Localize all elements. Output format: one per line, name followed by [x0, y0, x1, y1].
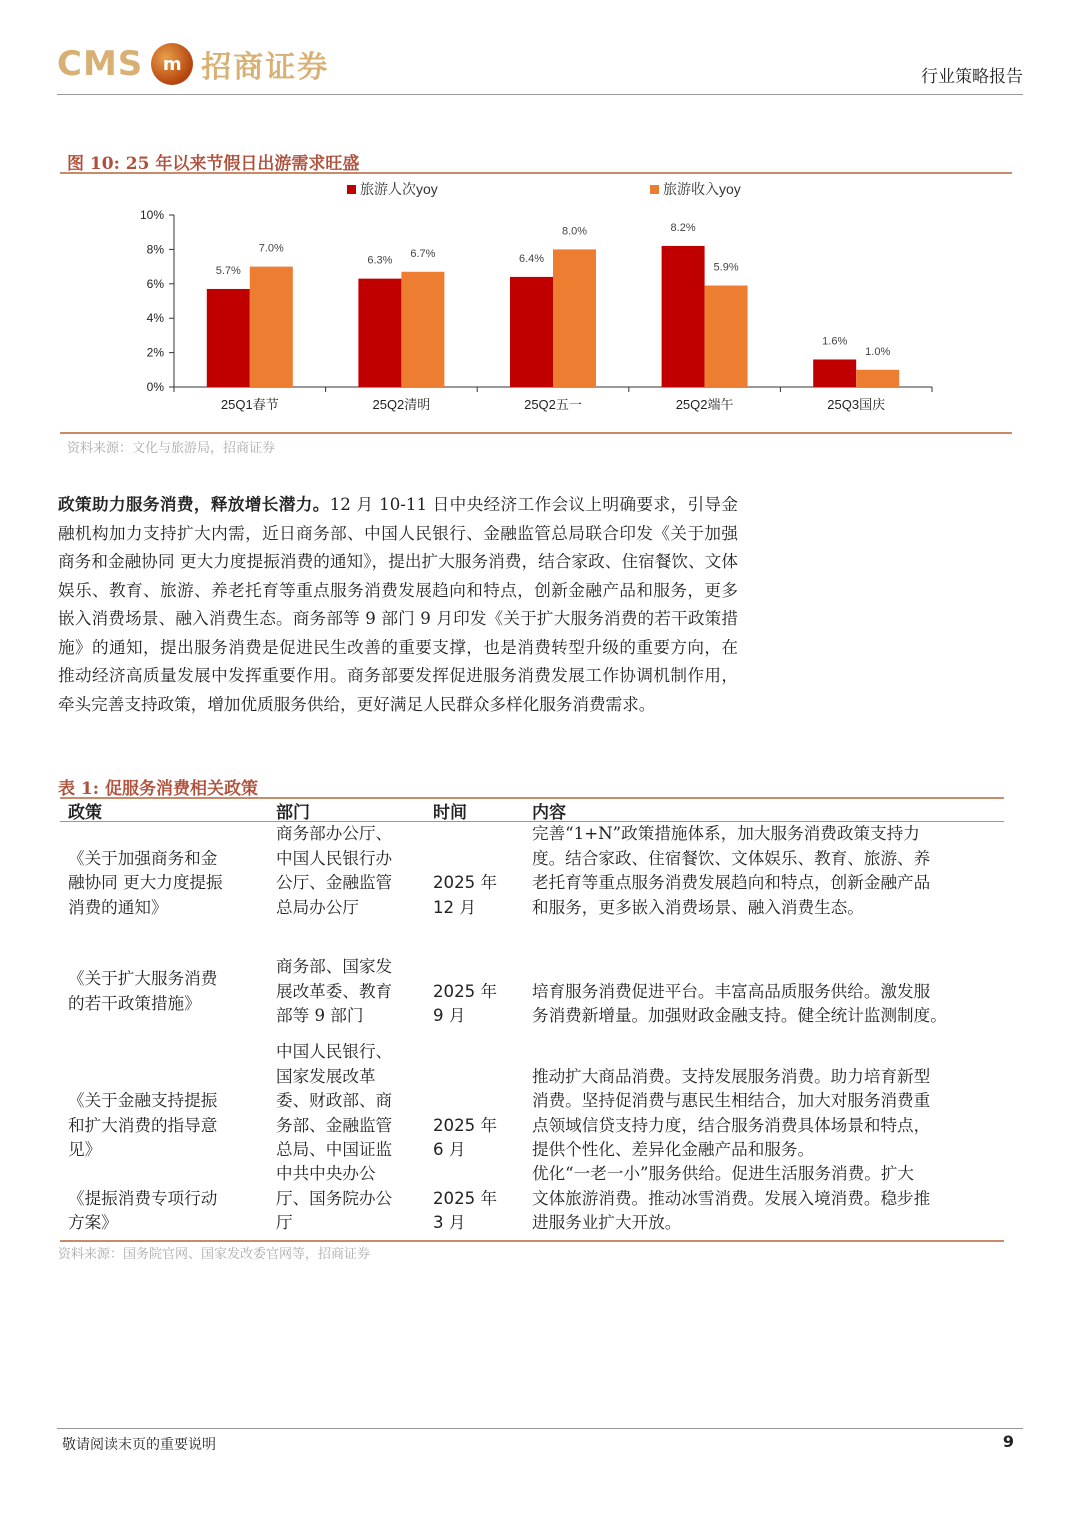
paragraph-lead: 政策助力服务消费，释放增长潜力。 — [58, 494, 330, 514]
table-cell-dept: 厅 — [276, 1213, 293, 1232]
table-cell-time: 2025 年 — [433, 873, 498, 892]
table-cell-dept: 委、财政部、商 — [276, 1091, 393, 1110]
y-tick-label: 4% — [146, 311, 164, 326]
table-cell-time: 6 月 — [433, 1140, 466, 1159]
table-cell-content: 和服务，更多嵌入消费场景、融入消费生态。 — [532, 897, 864, 917]
table-cell-content: 消费。坚持促消费与惠民生相结合，加大对服务消费重 — [532, 1091, 931, 1110]
chart-legend — [347, 181, 741, 197]
figure-source: 资料来源：文化与旅游局，招商证券 — [67, 441, 276, 456]
page-number: 9 — [1002, 1432, 1014, 1451]
footer-divider — [57, 1428, 1023, 1429]
table-cell-policy: 《提振消费专项行动 — [68, 1188, 218, 1208]
data-label: 8.0% — [561, 225, 588, 238]
table-cell-content: 老托育等重点服务消费发展趋向和特点，创新金融产品 — [532, 873, 931, 892]
table-cell-content: 务消费新增量。加强财政金融支持。健全统计监测制度。 — [532, 1006, 947, 1025]
y-tick-label: 10% — [139, 208, 164, 222]
table-header-dept: 部门 — [276, 803, 310, 823]
y-tick-label: 8% — [146, 242, 164, 257]
table-cell-content: 点领域信贷支持力度，结合服务消费具体场景和特点， — [532, 1115, 931, 1135]
table-cell-policy: 方案》 — [68, 1213, 118, 1232]
bar-visitors — [662, 246, 705, 387]
table-cell-dept: 展改革委、教育 — [276, 981, 393, 1001]
table-cell-dept: 总局、中国证监 — [276, 1140, 393, 1159]
paragraph-body: 12 月 10-11 日中央经济工作会议上明确要求，引导金融机构加力支持扩大内需，近日商务部、中国人民银行、金融监管总局联合印发《关于加强商务和金融协同 更大力度提振消费的通知》，提出扩大服务消费，结合家政、住宿餐饮、文体娱乐、教育、旅游、养老托育等重点服务消费发展趋向和特点，创新金融产品和服务，更多嵌入消费场景、融入消费生态。商务部等 9 部门 9 月印发《关于扩大服务消费的若干政策措施》的通知，提出服务消费是促进民生改善的重要支撑，也是消费转型升级的重要方向，在推动经济高质量发展中发挥重要作用。商务部要发挥促进服务消费发展工作协调机制作用，牵头完善支持政策，增加优质服务供给，更好满足人民群众多样化服务消费需求。 — [58, 495, 738, 714]
x-axis — [174, 387, 932, 412]
table-cell-dept: 部等 9 部门 — [276, 1006, 364, 1025]
table-bottom-rule — [60, 1240, 1004, 1242]
bar-revenue — [250, 267, 293, 387]
table-cell-dept: 中共中央办公 — [276, 1164, 376, 1183]
table-cell-content: 提供个性化、差异化金融产品和服务。 — [532, 1140, 815, 1159]
data-label: 6.3% — [367, 254, 393, 267]
table-cell-policy: 的若干政策措施》 — [68, 993, 201, 1013]
x-tick-label: 25Q2清明 — [372, 397, 431, 412]
data-label: 5.7% — [215, 264, 241, 277]
table-cell-dept: 务部、金融监管 — [276, 1115, 393, 1135]
table-cell-time: 12 月 — [433, 897, 476, 917]
table-cell-time: 2025 年 — [433, 981, 498, 1001]
data-label: 8.2% — [670, 221, 696, 234]
report-type: 行业策略报告 — [921, 67, 1023, 87]
bar-visitors — [813, 359, 856, 387]
table-header-time: 时间 — [433, 803, 467, 823]
bar-visitors — [510, 277, 553, 387]
data-label: 5.9% — [713, 261, 739, 274]
x-tick-label: 25Q1春节 — [220, 397, 279, 412]
data-label: 1.0% — [865, 345, 891, 358]
table-cell-policy: 见》 — [68, 1140, 102, 1159]
data-label: 6.4% — [518, 252, 545, 265]
table-cell-content: 完善“1+N”政策措施体系，加大服务消费政策支持力 — [532, 824, 920, 843]
table-cell-policy: 《关于扩大服务消费 — [68, 969, 218, 989]
table-header-policy: 政策 — [68, 803, 102, 823]
table-source: 资料来源：国务院官网、国家发改委官网等，招商证券 — [58, 1247, 371, 1262]
table-cell-content: 推动扩大商品消费。支持发展服务消费。助力培育新型 — [532, 1066, 931, 1086]
x-tick-label: 25Q2端午 — [675, 397, 734, 412]
data-label: 6.7% — [410, 247, 436, 260]
table-header-content: 内容 — [532, 803, 566, 823]
figure-bottom-rule — [60, 432, 1012, 434]
y-tick-label: 0% — [146, 380, 164, 394]
table-cell-time: 2025 年 — [433, 1188, 498, 1208]
logo-cms-text: CMS — [57, 44, 144, 84]
company-logo — [57, 40, 329, 88]
table-cell-dept: 商务部办公厅、 — [276, 824, 393, 843]
figure-caption: 图 10: 25 年以来节假日出游需求旺盛 — [67, 154, 360, 174]
x-tick-label: 25Q2五一 — [524, 397, 582, 412]
table-cell-content: 文体旅游消费。推动冰雪消费。发展入境消费。稳步推 — [532, 1188, 931, 1208]
bar-chart — [60, 172, 1012, 430]
policy-table — [60, 798, 1004, 1238]
chart-bars — [207, 222, 899, 387]
legend-swatch-2 — [650, 185, 659, 194]
table-cell-policy: 消费的通知》 — [68, 897, 168, 917]
table-cell-content: 优化“一老一小”服务供给。促进生活服务消费。扩大 — [532, 1164, 915, 1183]
table-cell-policy: 《关于加强商务和金 — [68, 848, 218, 868]
table-cell-dept: 中国人民银行办 — [276, 848, 393, 868]
table-cell-time: 9 月 — [433, 1006, 466, 1025]
data-label: 1.6% — [822, 335, 848, 348]
bar-revenue — [401, 272, 444, 387]
table-cell-content: 培育服务消费促进平台。丰富高品质服务供给。激发服 — [532, 981, 931, 1001]
header-divider — [57, 94, 1023, 95]
table-cell-dept: 总局办公厅 — [276, 897, 359, 917]
footer-note: 敬请阅读末页的重要说明 — [62, 1437, 216, 1453]
table-cell-policy: 融协同 更大力度提振 — [68, 873, 223, 892]
data-label: 7.0% — [258, 242, 284, 255]
logo-badge-icon: m — [151, 43, 193, 85]
bar-revenue — [705, 286, 748, 387]
table-cell-dept: 厅、国务院办公 — [276, 1188, 393, 1208]
y-tick-label: 2% — [146, 345, 164, 360]
bar-visitors — [358, 279, 401, 387]
logo-company-name: 招商证券 — [201, 50, 330, 85]
table-cell-policy: 《关于金融支持提振 — [68, 1091, 218, 1110]
table-cell-dept: 商务部、国家发 — [276, 957, 393, 976]
table-cell-policy: 和扩大消费的指导意 — [68, 1115, 218, 1135]
x-tick-label: 25Q3国庆 — [827, 397, 886, 412]
y-tick-label: 6% — [146, 276, 164, 291]
body-paragraph — [58, 490, 738, 719]
legend-label-2: 旅游收入yoy — [663, 181, 741, 197]
table-cell-content: 度。结合家政、住宿餐饮、文体娱乐、教育、旅游、养 — [532, 848, 931, 868]
table-cell-time: 2025 年 — [433, 1115, 498, 1135]
table-caption: 表 1: 促服务消费相关政策 — [58, 779, 258, 799]
table-cell-content: 进服务业扩大开放。 — [532, 1213, 682, 1232]
y-axis — [140, 208, 174, 394]
table-cell-dept: 国家发展改革 — [276, 1066, 376, 1086]
bar-revenue — [553, 249, 596, 387]
table-cell-time: 3 月 — [433, 1213, 466, 1232]
table-cell-dept: 公厅、金融监管 — [276, 873, 393, 892]
bar-revenue — [856, 370, 899, 387]
legend-swatch-1 — [347, 185, 356, 194]
table-cell-dept: 中国人民银行、 — [276, 1042, 393, 1061]
bar-visitors — [207, 289, 250, 387]
legend-label-1: 旅游人次yoy — [360, 181, 438, 197]
